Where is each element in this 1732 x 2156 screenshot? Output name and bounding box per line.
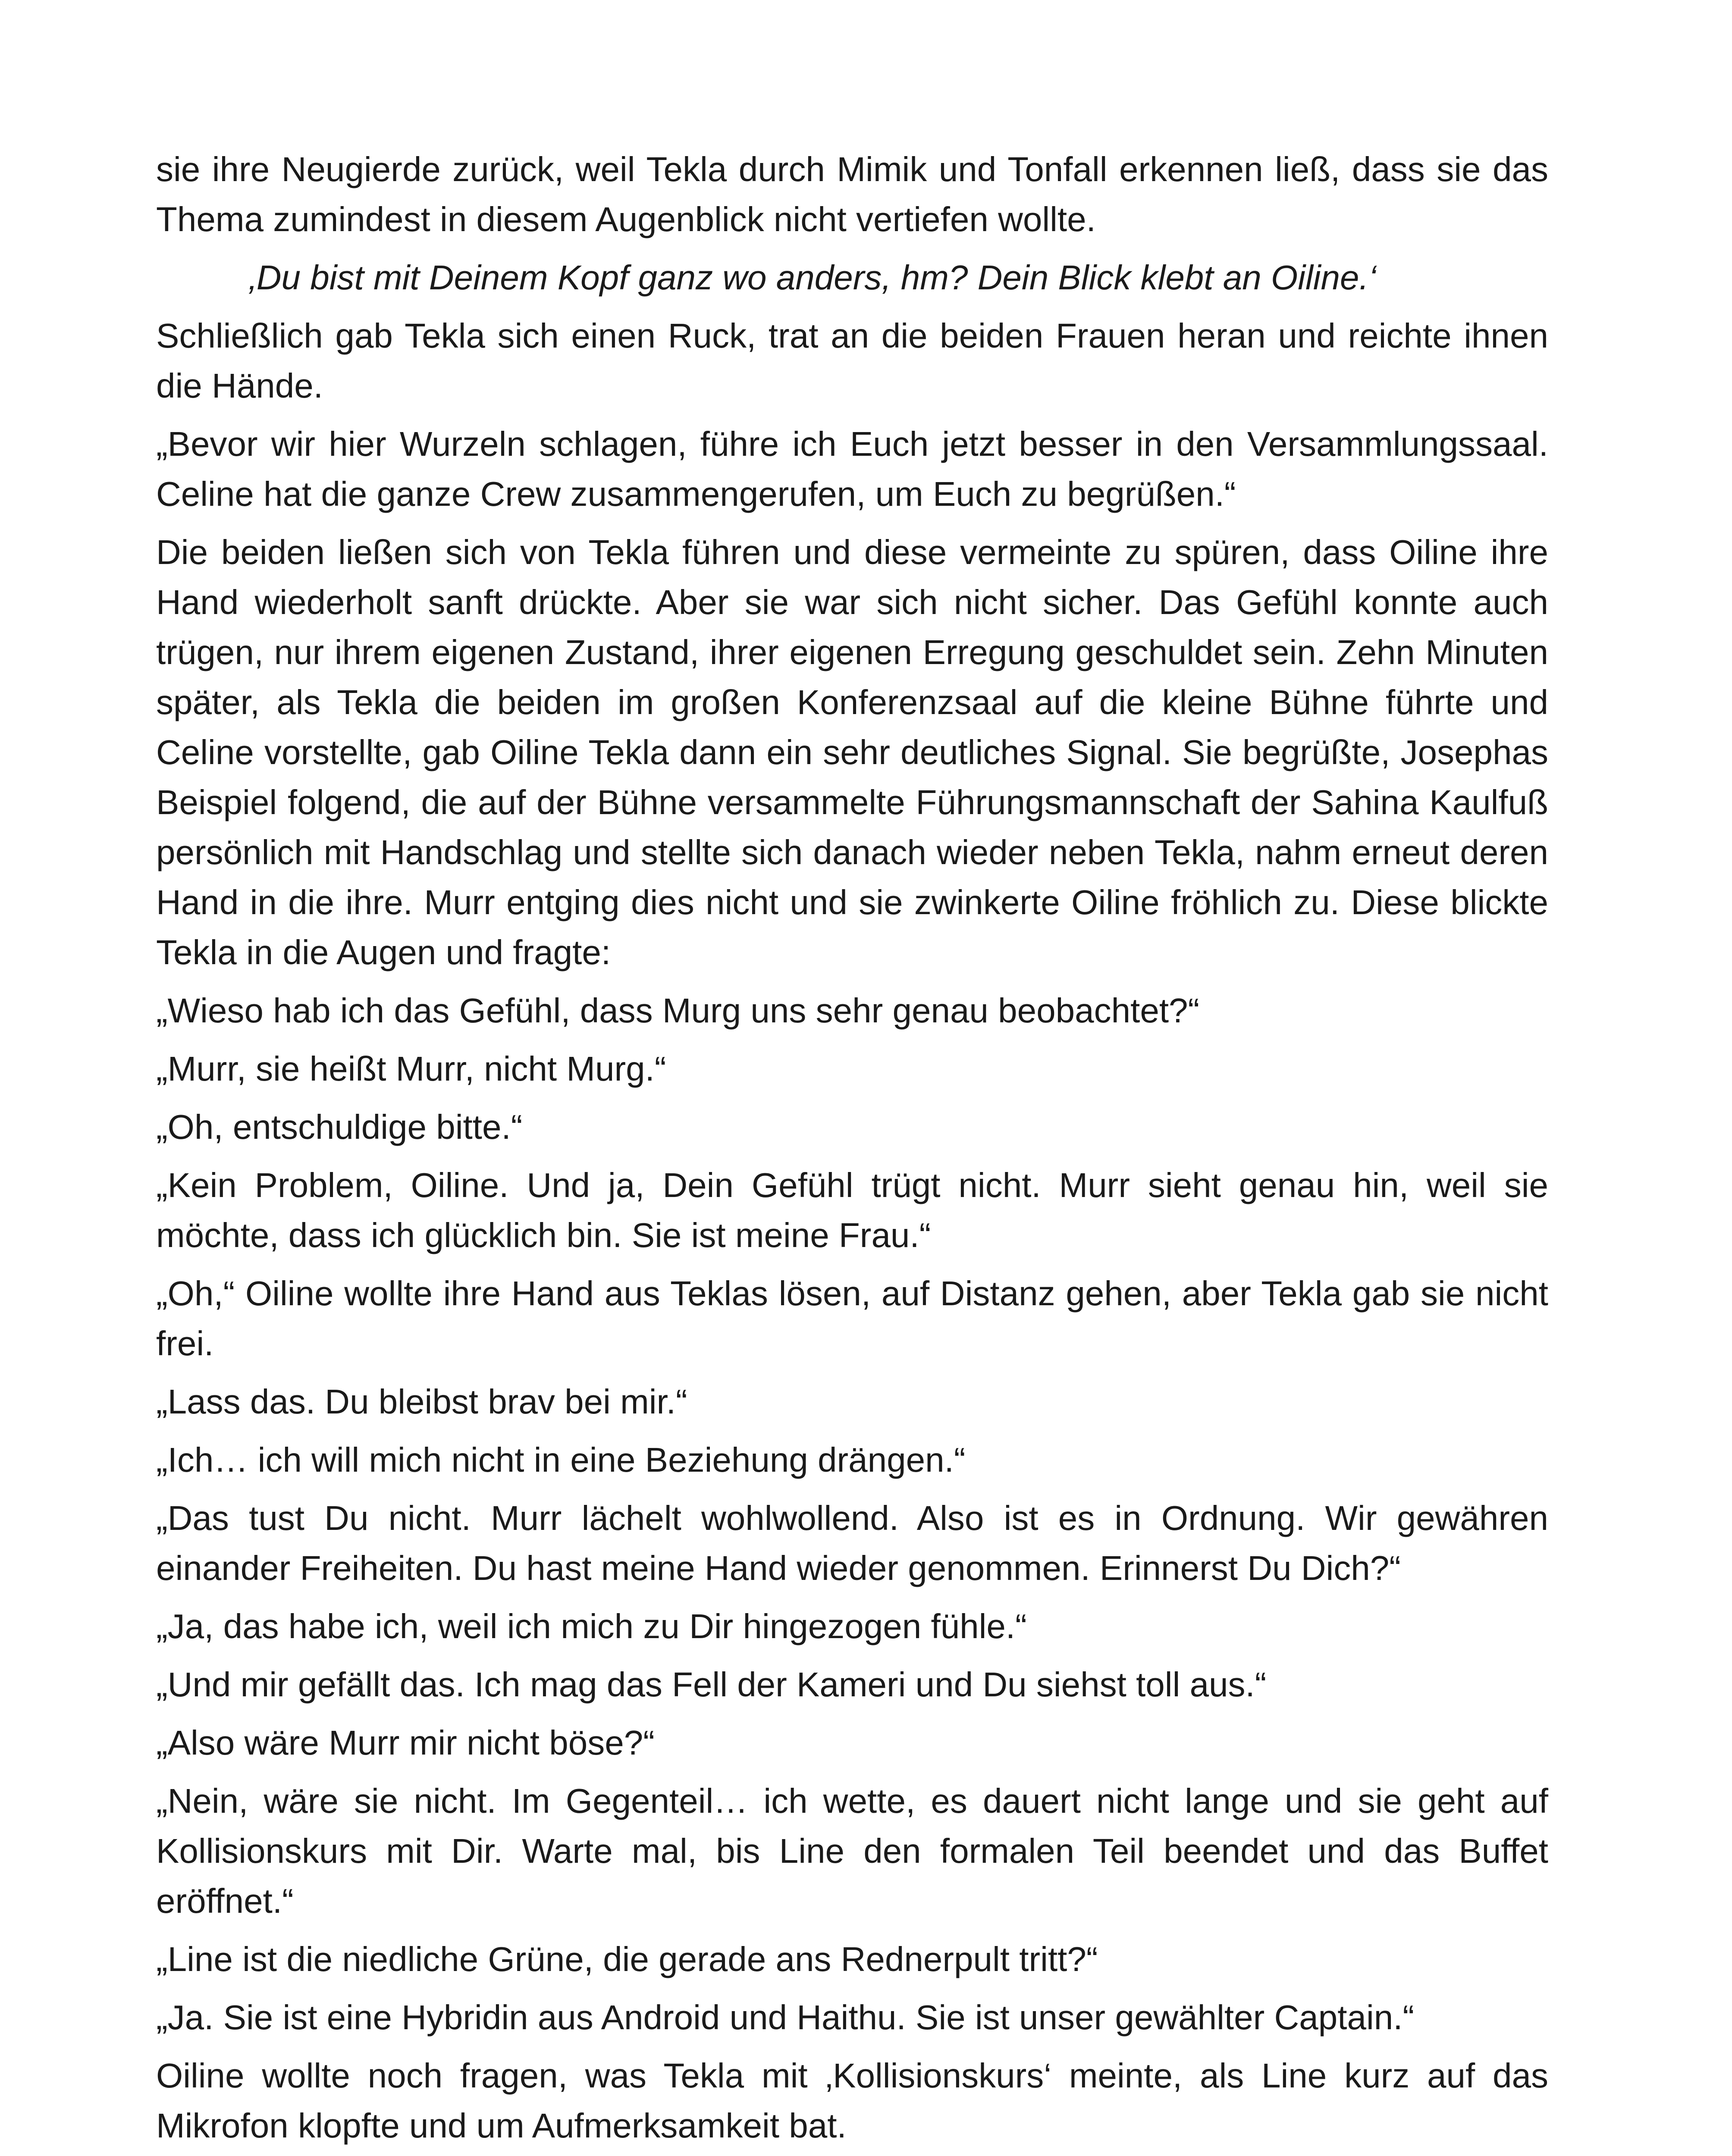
paragraph-14: „Ja, das habe ich, weil ich mich zu Dir hingezogen fühle.“	[156, 1607, 1027, 1645]
paragraph-6: „Wieso hab ich das Gefühl, dass Murg uns sehr genau beobachtet?“	[156, 991, 1200, 1030]
paragraph-19: „Ja. Sie ist eine Hybridin aus Android und Haithu. Sie ist unser gewählter Captain.“	[156, 1998, 1415, 2037]
paragraph-12: „Ich… ich will mich nicht in eine Beziehung drängen.“	[156, 1441, 966, 1479]
paragraph-15: „Und mir gefällt das. Ich mag das Fell der Kameri und Du siehst toll aus.“	[156, 1665, 1267, 1704]
body-text	[156, 144, 1548, 2156]
paragraph-1: sie ihre Neugierde zurück, weil Tekla durch Mimik und Tonfall erkennen ließ, dass sie das Thema zumindest in diesem Augenblick nicht vertiefen wollte.	[156, 150, 1548, 238]
paragraph-8: „Oh, entschuldige bitte.“	[156, 1108, 523, 1146]
paragraph-4: „Bevor wir hier Wurzeln schlagen, führe ich Euch jetzt besser in den Versammlungssaal. Celine hat die ganze Crew zusammengerufen, um Euch zu begrüßen.“	[156, 425, 1548, 513]
paragraph-20: Oiline wollte noch fragen, was Tekla mit ‚Kollisionskurs‘ meinte, als Line kurz auf das Mikrofon klopfte und um Aufmerksamkeit bat.	[156, 2056, 1548, 2145]
paragraph-10: „Oh,“ Oiline wollte ihre Hand aus Teklas lösen, auf Distanz gehen, aber Tekla gab sie nicht frei.	[156, 1274, 1548, 1363]
paragraph-5: Die beiden ließen sich von Tekla führen und diese vermeinte zu spüren, dass Oiline ihre Hand wiederholt sanft drückte. Aber sie war sich nicht sicher. Das Gefühl konnte auch trügen, nur ihrem eigenen Zustand, ihrer eigenen Erregung geschuldet sein. Zehn Minuten später, als Tekla die beiden im großen Konferenzsaal auf die kleine Bühne führte und Celine vorstellte, gab Oiline Tekla dann ein sehr deutliches Signal. Sie begrüßte, Josephas Beispiel folgend, die auf der Bühne versammelte Führungsmannschaft der Sahina Kaulfuß persönlich mit Handschlag und stellte sich danach wieder neben Tekla, nahm erneut deren Hand in die ihre. Murr entging dies nicht und sie zwinkerte Oiline fröhlich zu. Diese blickte Tekla in die Augen und fragte:	[156, 533, 1548, 971]
paragraph-3: Schließlich gab Tekla sich einen Ruck, trat an die beiden Frauen heran und reichte ihnen die Hände.	[156, 317, 1548, 405]
paragraph-7: „Murr, sie heißt Murr, nicht Murg.“	[156, 1050, 666, 1088]
paragraph-17: „Nein, wäre sie nicht. Im Gegenteil… ich wette, es dauert nicht lange und sie geht auf Kollisionskurs mit Dir. Warte mal, bis Line den formalen Teil beendet und das Buffet eröffnet.“	[156, 1782, 1548, 1920]
paragraph-13: „Das tust Du nicht. Murr lächelt wohlwollend. Also ist es in Ordnung. Wir gewähren einander Freiheiten. Du hast meine Hand wieder genommen. Erinnerst Du Dich?“	[156, 1499, 1548, 1587]
paragraph-11: „Lass das. Du bleibst brav bei mir.“	[156, 1382, 687, 1421]
paragraph-16: „Also wäre Murr mir nicht böse?“	[156, 1724, 655, 1762]
paragraph-9: „Kein Problem, Oiline. Und ja, Dein Gefühl trügt nicht. Murr sieht genau hin, weil sie möchte, dass ich glücklich bin. Sie ist meine Frau.“	[156, 1166, 1548, 1254]
paragraph-2-inner-thought: ‚Du bist mit Deinem Kopf ganz wo anders, hm? Dein Blick klebt an Oiline.‘	[249, 258, 1377, 297]
paragraph-18: „Line ist die niedliche Grüne, die gerade ans Rednerpult tritt?“	[156, 1940, 1098, 1978]
